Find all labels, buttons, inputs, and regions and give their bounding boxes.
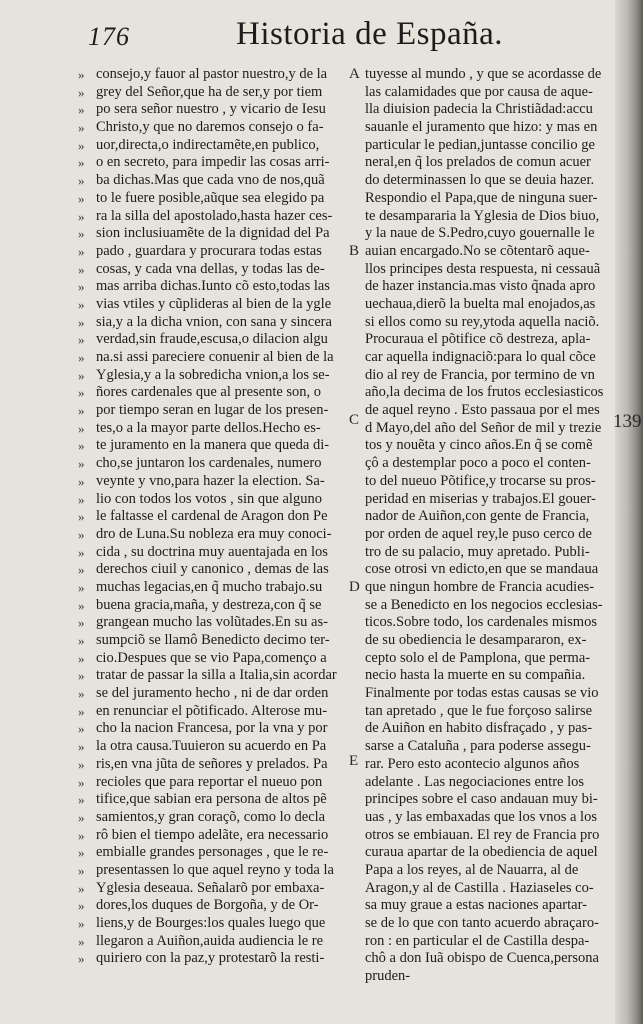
line-text: consejo,y fauor al pastor nuestro,y de la [96, 66, 328, 82]
text-line: si ellos como su rey,ytoda aquella naciõ. [365, 313, 600, 330]
text-line: dio al rey de Francia, por termino de vn [365, 366, 595, 383]
line-text: recioles que para reportar el nueuo pon [96, 773, 323, 790]
line-text: cio.Despues que se vio Papa,començo a [96, 649, 327, 666]
quotation-mark: » [78, 650, 85, 666]
text-line [78, 243, 348, 261]
text-line [78, 561, 348, 579]
text-line: principes sobre el caso andauan muy bi- [365, 791, 598, 808]
line-text: veynte y vno,para hazer la election. Sa- [96, 472, 325, 489]
line-text: tes,o a la mayor parte dellos.Hecho es- [96, 419, 321, 436]
quotation-mark: » [78, 243, 85, 259]
line-text: na.si assi pareciere conuenir al bien de la [96, 349, 334, 365]
quotation-mark: » [78, 332, 85, 348]
text-line: curaua apartar de la obediencia de aquel [365, 844, 598, 861]
line-text: samientos,y gran coraçõ, como lo decla [96, 808, 326, 825]
quotation-mark: » [78, 792, 85, 808]
text-line [78, 154, 348, 172]
text-line: lla diuision padecia la Christiãdad:accu [365, 101, 593, 118]
line-text: en renunciar el põtificado. Alterose mu- [96, 702, 328, 719]
text-line: tos y nouẽta y cinco años.En q̃ se comẽ [365, 437, 593, 454]
text-line: necio hasta la muerte en su compañia. [365, 667, 586, 684]
text-line [78, 101, 348, 119]
quotation-mark: » [78, 155, 85, 171]
quotation-mark: » [78, 403, 85, 419]
line-text: cida , su doctrina muy auentajada en los [96, 543, 328, 560]
line-text: ñores cardenales que al presente son, o [96, 384, 322, 401]
text-line [78, 455, 348, 473]
line-text: Yglesia deseaua. Señalarõ por embaxa- [96, 879, 325, 896]
line-text: presentassen lo que aquel reyno y toda la [96, 861, 334, 878]
quotation-mark: » [78, 491, 85, 507]
text-line: chô a don Iuã obispo de Cuenca,persona [365, 950, 599, 967]
text-line: que ningun hombre de Francia acudies- [365, 578, 595, 595]
text-line [78, 915, 348, 933]
quotation-mark: » [78, 668, 85, 684]
text-line [78, 862, 348, 880]
text-line: Respondio el Papa,que de ninguna suer- [365, 189, 598, 206]
text-line [78, 950, 348, 968]
text-line [78, 720, 348, 738]
line-text: dores,los duques de Borgoña, y de Or- [96, 897, 319, 914]
text-line [78, 66, 348, 84]
text-line: cose otrosi vn edicto,en que se mandaua [365, 561, 599, 578]
line-text: ba dichas.Mas que cada vno de nos,quã [96, 172, 325, 189]
text-line: to del nueuo Põtifice,y trocarse su pros- [365, 472, 596, 489]
quotation-mark: » [78, 880, 85, 896]
section-marker-b: B [349, 243, 360, 259]
text-line [78, 526, 348, 544]
text-line: ticos.Sobre todo, los cardenales mismos [365, 614, 597, 631]
quotation-mark: » [78, 420, 85, 436]
text-line [78, 579, 348, 597]
text-line: y la naue de S.Pedro,cuyo gouernalle le [365, 225, 595, 242]
quotation-mark: » [78, 721, 85, 737]
line-text: ris,en vna jũta de señores y prelados. Pa [96, 755, 328, 772]
text-line [78, 296, 348, 314]
text-line: llos principes desta respuesta, ni cessauã [365, 260, 601, 277]
text-line: do determinassen lo que se deuia hazer. [365, 172, 595, 189]
line-text: sumpciõ se llamô Benedicto decimo ter- [96, 632, 330, 648]
text-line: tuyesse al mundo , y que se acordasse de [365, 66, 602, 82]
margin-year-number: 139 [613, 411, 642, 432]
text-line: sa muy graue a estas naciones apartar- [365, 897, 587, 914]
text-line: tro de su palacio, muy apretado. Publi- [365, 543, 590, 560]
quotation-mark: » [78, 208, 85, 224]
text-line [78, 437, 348, 455]
line-text: lio con todos los votos , sin que alguno [96, 490, 322, 507]
quotation-mark: » [78, 544, 85, 560]
quotation-mark: » [78, 615, 85, 631]
text-line: cepto solo el de Pamplona, que perma- [365, 649, 591, 666]
quotation-mark: » [78, 456, 85, 472]
quotation-mark: » [78, 562, 85, 578]
text-line [78, 349, 348, 367]
text-line [78, 650, 348, 668]
text-line: tan apretado , que le fue forçoso salirse [365, 702, 593, 719]
line-text: liens,y de Bourges:los quales luego que [96, 915, 326, 931]
quotation-mark: » [78, 579, 85, 595]
line-text: derechos ciuil y canonico , demas de las [96, 561, 329, 578]
line-text: cosas, y cada vna dellas, y todas las de- [96, 260, 325, 277]
quotation-mark: » [78, 597, 85, 613]
line-text: rô bien el tiempo adelãte, era necessario [96, 826, 329, 843]
left-text-column [78, 66, 348, 968]
quotation-mark: » [78, 862, 85, 878]
section-marker-e: E [349, 753, 359, 769]
text-line [78, 880, 348, 898]
text-line: Finalmente por todas estas causas se vio [365, 685, 599, 702]
text-line: sarse a Cataluña , para poderse assegu- [365, 738, 591, 755]
line-text: tifice,que sabian era persona de altos pẽ [96, 791, 327, 808]
text-line [78, 261, 348, 279]
quotation-mark: » [78, 67, 85, 82]
line-text: Yglesia,y a la sobredicha vnion,a los se- [96, 366, 330, 383]
text-line: uas , y las embaxadas que los vnos a los [365, 808, 597, 825]
section-marker-d: D [349, 579, 360, 595]
text-line: Papa a los reyes, al de Nauarra, al de [365, 861, 579, 878]
text-line: adelante . Las negociaciones entre los [365, 773, 585, 790]
text-line [78, 225, 348, 243]
page-header [88, 16, 608, 58]
quotation-mark: » [78, 703, 85, 719]
line-text: Christo,y que no daremos consejo o fa- [96, 119, 324, 136]
running-title: Historia de España. [236, 16, 504, 52]
text-line: por orden de aquel rey,le puso cerco de [365, 525, 592, 542]
text-line [78, 473, 348, 491]
line-text: po sera señor nuestro , y vicario de Iesu [96, 101, 326, 118]
text-line [78, 420, 348, 438]
line-text: ra la silla del apostolado,hasta hazer ces- [96, 207, 333, 224]
line-text: verdad,sin fraude,escusa,o dilacion algu [96, 331, 328, 348]
text-line [78, 119, 348, 137]
text-line [78, 278, 348, 296]
line-text: embialle grandes personages , que le re- [96, 844, 329, 861]
right-text-column [365, 66, 610, 986]
text-line [78, 809, 348, 827]
line-text: se del juramento hecho , ni de dar orden [96, 685, 329, 702]
line-text: buena gracia,maña, y destreza,con q̃ se [96, 596, 322, 613]
text-line [78, 367, 348, 385]
line-text: sia,y a la dicha vnion, con sana y sincera [96, 313, 332, 330]
text-line: peridad en miserias y trabajos.El gouer- [365, 490, 596, 507]
quotation-mark: » [78, 438, 85, 454]
text-line: nador de Auiñon,con gente de Francia, [365, 508, 590, 525]
text-line [78, 172, 348, 190]
quotation-mark: » [78, 367, 85, 383]
quotation-mark: » [78, 296, 85, 312]
quotation-mark: » [78, 739, 85, 755]
quotation-mark: » [78, 102, 85, 118]
text-line: de hazer instancia.mas visto q̃nada apro [365, 278, 596, 295]
book-binding-shadow [615, 0, 643, 1024]
quotation-mark: » [78, 774, 85, 790]
quotation-mark: » [78, 173, 85, 189]
text-line: çô a destemplar poco a poco el conten- [365, 455, 591, 472]
text-line [78, 544, 348, 562]
quotation-mark: » [78, 898, 85, 914]
text-line [78, 597, 348, 615]
text-line [78, 791, 348, 809]
text-line [78, 84, 348, 102]
text-line: sauanle el juramento que hizo: y mas en [365, 119, 598, 136]
quotation-mark: » [78, 226, 85, 242]
line-text: llegaron a Auiñon,auida audiencia le re [96, 932, 324, 949]
line-text: le faltasse el cardenal de Aragon don Pe [96, 508, 328, 525]
quotation-mark: » [78, 190, 85, 206]
section-marker-c: C [349, 412, 360, 428]
text-line: año,la decima de los frutos ecclesiasticos [365, 384, 604, 401]
text-line: de Auiñon en habito disfraçado , y pas- [365, 720, 593, 737]
quotation-mark: » [78, 916, 85, 931]
line-text: o en secreto, para impedir las cosas arri- [96, 154, 330, 171]
line-text: to le fuere posible,aũque sea elegido pa [96, 189, 325, 206]
line-text: grangean mucho las volũtades.En su as- [96, 614, 328, 631]
text-line: auian encargado.No se cõtentarõ aque- [365, 242, 590, 259]
text-line: Aragon,y al de Castilla . Haziaseles co- [365, 879, 594, 896]
text-line [78, 738, 348, 756]
quotation-mark: » [78, 756, 85, 772]
quotation-mark: » [78, 933, 85, 949]
text-line: neral,en q̃ los prelados de comun acuer [365, 154, 591, 171]
text-line: rar. Pero esto acontecio algunos años [365, 755, 580, 772]
quotation-mark: » [78, 84, 85, 100]
text-line [78, 491, 348, 509]
quotation-mark: » [78, 809, 85, 825]
text-line [78, 827, 348, 845]
line-text: quiriero con la paz,y protestarõ la resti- [96, 950, 325, 967]
text-line: particular le pedian,juntasse concilio ge [365, 136, 595, 153]
quotation-mark: » [78, 845, 85, 861]
quotation-mark: » [78, 279, 85, 295]
quotation-mark: » [78, 509, 85, 525]
line-text: dro de Luna.Su nobleza era muy conoci- [96, 525, 332, 542]
quotation-mark: » [78, 827, 85, 843]
section-marker-a: A [349, 66, 360, 82]
text-line [78, 384, 348, 402]
quotation-mark: » [78, 526, 85, 542]
text-line: se de lo que con tanto acuerdo abraçaro- [365, 915, 599, 931]
line-text: sion inclusiuamẽte de la dignidad del Pa [96, 225, 330, 242]
text-line: d Mayo,del año del Señor de mil y trezie [365, 419, 602, 436]
text-line: car aquella indignaciõ:para lo qual cõce [365, 349, 596, 365]
text-line [78, 685, 348, 703]
quotation-mark: » [78, 686, 85, 702]
quotation-mark: » [78, 633, 85, 648]
line-text: por tiempo seran en lugar de los presen- [96, 402, 329, 419]
text-line: Procuraua el põtifice cõ destreza, apla- [365, 331, 591, 348]
line-text: tratar de passar la silla a Italia,sin acordar [96, 667, 337, 684]
text-line [78, 897, 348, 915]
line-text: vias vtiles y cũplideras al bien de la ygle [96, 295, 332, 312]
quotation-mark: » [78, 350, 85, 365]
quotation-mark: » [78, 120, 85, 136]
text-line [78, 703, 348, 721]
text-line [78, 632, 348, 650]
quotation-mark: » [78, 314, 85, 330]
text-line: otros se embiauan. El rey de Francia pro [365, 826, 600, 843]
line-text: te juramento en la manera que queda di- [96, 437, 330, 454]
text-line [78, 331, 348, 349]
text-line: pruden- [365, 968, 411, 985]
text-line: de aquel reyno . Esto passaua por el mes [365, 402, 600, 419]
text-line: uechaua,dierõ la buelta mal enojados,as [365, 295, 596, 312]
text-line [78, 314, 348, 332]
line-text: mas arriba dichas.Iunto cõ esto,todas las [96, 278, 330, 295]
text-line [78, 208, 348, 226]
text-line [78, 667, 348, 685]
line-text: cho,se juntaron los cardenales, numero [96, 455, 322, 472]
text-line [78, 844, 348, 862]
line-text: cho la nacion Francesa, por la vna y por [96, 720, 328, 737]
text-line: te desampararia la Yglesia de Dios biuo, [365, 207, 600, 224]
text-line [78, 402, 348, 420]
text-line [78, 756, 348, 774]
text-line [78, 614, 348, 632]
quotation-mark: » [78, 385, 85, 401]
text-line: se a Benedicto en los negocios ecclesias- [365, 596, 603, 613]
text-line [78, 933, 348, 951]
quotation-mark: » [78, 137, 85, 153]
text-line [78, 508, 348, 526]
text-line: las calamidades que por causa de aque- [365, 83, 593, 100]
quotation-mark: » [78, 951, 85, 967]
line-text: grey del Señor,que ha de ser,y por tiem [96, 83, 323, 100]
folio-number: 176 [88, 22, 130, 51]
text-line: de su obediencia le desampararon, ex- [365, 632, 587, 648]
quotation-mark: » [78, 473, 85, 489]
line-text: la otra causa.Tuuieron su acuerdo en Pa [96, 738, 327, 755]
line-text: pado , guardara y procurara todas estas [96, 242, 322, 259]
line-text: uor,directa,o indirectamẽte,en publico, [96, 136, 320, 153]
text-line [78, 190, 348, 208]
text-line [78, 774, 348, 792]
text-line [78, 137, 348, 155]
quotation-mark: » [78, 261, 85, 277]
line-text: muchas legacias,en q̃ mucho trabajo.su [96, 578, 323, 595]
text-line: ron : en particular el de Castilla despa- [365, 932, 590, 949]
